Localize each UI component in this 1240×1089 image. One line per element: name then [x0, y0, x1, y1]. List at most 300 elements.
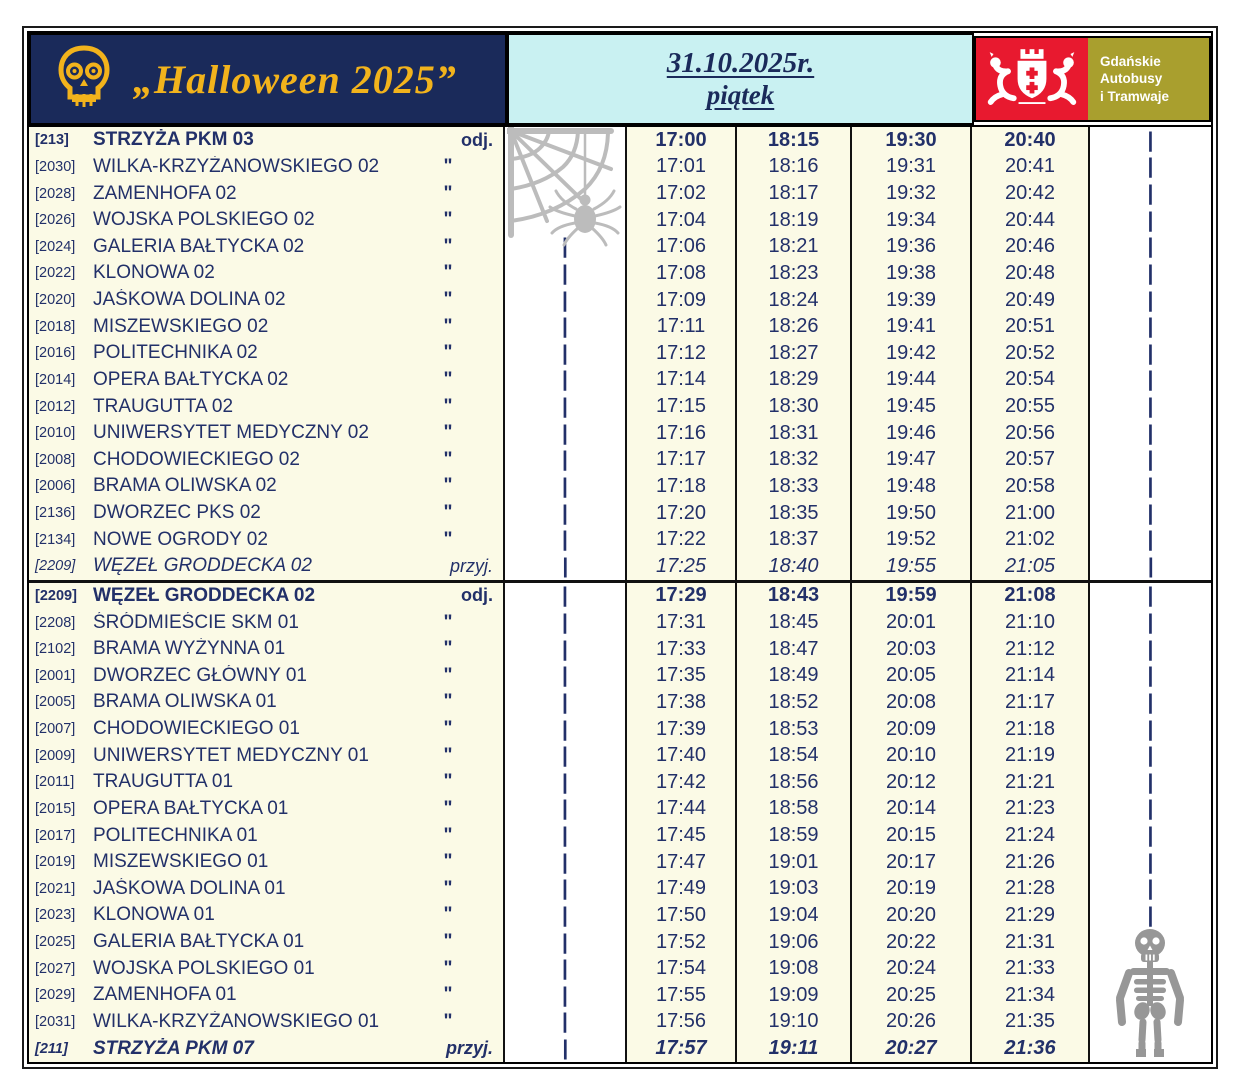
time-cell-trip4: 20:55 [972, 393, 1090, 420]
dep-arr-label: " [443, 448, 453, 470]
stop-name: CHODOWIECKIEGO 01 [93, 718, 300, 740]
time-cell-trip1: 17:31 [627, 609, 737, 636]
route-bar: | [1147, 744, 1154, 768]
dep-arr-label: " [443, 638, 453, 660]
route-continuation-right [1090, 583, 1211, 610]
time-cell-trip1: 17:35 [627, 663, 737, 690]
stop-name: BRAMA OLIWSKA 02 [93, 475, 277, 497]
route-bar: | [1147, 501, 1154, 525]
route-continuation-left [505, 420, 627, 447]
stop-row [29, 876, 1211, 903]
dep-arr-label: " [443, 771, 453, 793]
time-cell-trip4: 20:46 [972, 234, 1090, 261]
route-bar: | [1147, 341, 1154, 365]
time-cell-trip1: 17:49 [627, 876, 737, 903]
time-cell-trip4: 21:26 [972, 849, 1090, 876]
stop-cell [29, 822, 505, 849]
stop-row [29, 849, 1211, 876]
time-cell-trip1: 17:11 [627, 313, 737, 340]
stop-name: JAŚKOWA DOLINA 01 [93, 877, 286, 899]
route-continuation-right [1090, 207, 1211, 234]
stop-cell [29, 982, 505, 1009]
route-continuation-right [1090, 154, 1211, 181]
time-cell-trip1: 17:33 [627, 636, 737, 663]
route-bar: | [562, 554, 568, 578]
time-cell-trip1: 17:40 [627, 742, 737, 769]
route-continuation-right [1090, 822, 1211, 849]
route-bar: | [562, 395, 568, 419]
stop-name: GALERIA BAŁTYCKA 01 [93, 931, 305, 953]
stop-code: [2209] [35, 558, 76, 575]
time-cell-trip4: 21:05 [972, 553, 1090, 580]
stop-row [29, 580, 1211, 610]
stop-code: [2028] [35, 185, 76, 202]
time-cell-trip1: 17:55 [627, 982, 737, 1009]
stop-name: POLITECHNIKA 01 [93, 824, 258, 846]
stop-code: [2022] [35, 265, 76, 282]
route-continuation-right [1090, 340, 1211, 367]
route-bar: | [562, 235, 568, 259]
time-cell-trip2: 19:09 [737, 982, 852, 1009]
stop-name: CHODOWIECKIEGO 02 [93, 448, 300, 470]
stop-name: KLONOWA 01 [93, 904, 215, 926]
route-continuation-left [505, 154, 627, 181]
route-continuation-left [505, 902, 627, 929]
time-cell-trip2: 18:40 [737, 553, 852, 580]
stop-cell [29, 287, 505, 314]
time-cell-trip3: 19:32 [852, 180, 972, 207]
dep-arr-label: " [443, 315, 453, 337]
route-continuation-left [505, 553, 627, 580]
route-continuation-right [1090, 929, 1211, 956]
route-continuation-left [505, 260, 627, 287]
route-continuation-left [505, 822, 627, 849]
route-continuation-left [505, 769, 627, 796]
time-cell-trip3: 20:22 [852, 929, 972, 956]
outer-frame [22, 26, 1218, 1069]
stop-name: KLONOWA 02 [93, 262, 215, 284]
route-bar: | [562, 501, 568, 525]
route-continuation-left [505, 340, 627, 367]
time-cell-trip2: 18:30 [737, 393, 852, 420]
route-continuation-left [505, 636, 627, 663]
time-cell-trip4: 21:18 [972, 716, 1090, 743]
time-cell-trip1: 17:47 [627, 849, 737, 876]
time-cell-trip2: 18:19 [737, 207, 852, 234]
stop-row [29, 609, 1211, 636]
stop-cell [29, 849, 505, 876]
stop-code: [2016] [35, 345, 76, 362]
stop-cell [29, 154, 505, 181]
time-cell-trip3: 20:08 [852, 689, 972, 716]
stop-cell [29, 234, 505, 261]
route-bar: | [562, 341, 568, 365]
route-continuation-right [1090, 367, 1211, 394]
time-cell-trip2: 18:45 [737, 609, 852, 636]
stop-cell [29, 340, 505, 367]
stop-name: TRAUGUTTA 01 [93, 771, 234, 793]
route-continuation-right [1090, 234, 1211, 261]
route-continuation-left [505, 1035, 627, 1062]
route-bar: | [562, 664, 568, 688]
route-bar: | [562, 744, 568, 768]
time-cell-trip1: 17:04 [627, 207, 737, 234]
route-continuation-left [505, 742, 627, 769]
time-cell-trip2: 18:54 [737, 742, 852, 769]
route-bar: | [1147, 850, 1154, 874]
route-bar: | [1147, 611, 1154, 635]
time-cell-trip2: 18:27 [737, 340, 852, 367]
time-cell-trip2: 18:49 [737, 663, 852, 690]
time-cell-trip4: 20:49 [972, 287, 1090, 314]
time-cell-trip4: 20:44 [972, 207, 1090, 234]
time-cell-trip1: 17:56 [627, 1009, 737, 1036]
stop-cell [29, 583, 505, 610]
dep-arr-label: " [443, 877, 453, 899]
dep-arr-label: " [443, 957, 453, 979]
dep-arr-label: " [443, 528, 453, 550]
stop-code: [2001] [35, 667, 76, 684]
route-continuation-right [1090, 663, 1211, 690]
time-cell-trip3: 19:59 [852, 583, 972, 610]
time-cell-trip3: 19:48 [852, 473, 972, 500]
stop-row [29, 526, 1211, 553]
time-cell-trip1: 17:16 [627, 420, 737, 447]
dep-arr-label: " [443, 262, 453, 284]
time-cell-trip3: 19:31 [852, 154, 972, 181]
route-continuation-left [505, 1009, 627, 1036]
time-cell-trip4: 20:54 [972, 367, 1090, 394]
dep-arr-label: " [443, 931, 453, 953]
gdansk-coat-of-arms-icon [976, 38, 1088, 120]
route-continuation-right [1090, 689, 1211, 716]
route-continuation-right [1090, 716, 1211, 743]
route-continuation-right [1090, 1009, 1211, 1036]
event-title: „Halloween 2025” [133, 56, 457, 102]
time-cell-trip2: 18:26 [737, 313, 852, 340]
stop-code: [2025] [35, 934, 76, 951]
stop-code: [2209] [35, 587, 77, 604]
dep-arr-label: " [443, 342, 453, 364]
stop-row [29, 473, 1211, 500]
route-bar: | [1147, 717, 1154, 741]
time-cell-trip4: 21:02 [972, 526, 1090, 553]
time-cell-trip3: 20:19 [852, 876, 972, 903]
time-cell-trip4: 20:48 [972, 260, 1090, 287]
dep-arr-label: " [443, 155, 453, 177]
stop-row [29, 796, 1211, 823]
stop-name: MISZEWSKIEGO 01 [93, 851, 269, 873]
route-continuation-right [1090, 902, 1211, 929]
route-bar: | [562, 288, 568, 312]
route-bar: | [562, 877, 568, 901]
stop-name: BRAMA WYŻYNNA 01 [93, 638, 286, 660]
stop-cell [29, 473, 505, 500]
stop-code: [2011] [35, 774, 75, 791]
route-continuation-left [505, 609, 627, 636]
dep-arr-label: " [443, 664, 453, 686]
route-continuation-right [1090, 849, 1211, 876]
stop-row [29, 769, 1211, 796]
stop-cell [29, 127, 505, 154]
route-continuation-left [505, 716, 627, 743]
route-continuation-left [505, 796, 627, 823]
route-bar: | [1147, 208, 1154, 232]
stop-code: [2006] [35, 478, 76, 495]
time-cell-trip3: 19:46 [852, 420, 972, 447]
time-cell-trip4: 20:56 [972, 420, 1090, 447]
route-bar: | [562, 797, 568, 821]
stop-row [29, 154, 1211, 181]
stop-name: WĘZEŁ GRODDECKA 02 [93, 584, 316, 606]
stop-cell [29, 313, 505, 340]
stop-row [29, 234, 1211, 261]
route-continuation-right [1090, 742, 1211, 769]
route-continuation-left [505, 689, 627, 716]
route-continuation-left [505, 393, 627, 420]
time-cell-trip3: 20:14 [852, 796, 972, 823]
time-cell-trip2: 18:32 [737, 447, 852, 474]
time-cell-trip3: 19:34 [852, 207, 972, 234]
route-continuation-right [1090, 1035, 1211, 1062]
dep-arr-label: przyj. [445, 1038, 493, 1059]
route-bar: | [1147, 584, 1154, 608]
dep-arr-label: " [443, 368, 453, 390]
stop-code: [2026] [35, 212, 76, 229]
stop-cell [29, 663, 505, 690]
dep-arr-label: " [443, 611, 453, 633]
route-bar: | [1147, 554, 1154, 578]
time-cell-trip3: 19:47 [852, 447, 972, 474]
route-continuation-right [1090, 955, 1211, 982]
time-cell-trip4: 20:58 [972, 473, 1090, 500]
time-cell-trip4: 21:36 [972, 1035, 1090, 1062]
stop-cell [29, 609, 505, 636]
time-cell-trip1: 17:01 [627, 154, 737, 181]
time-cell-trip1: 17:20 [627, 500, 737, 527]
time-cell-trip2: 18:53 [737, 716, 852, 743]
operator-name-line2: Autobusy [1100, 71, 1163, 87]
route-continuation-right [1090, 127, 1211, 154]
time-cell-trip4: 20:42 [972, 180, 1090, 207]
stop-row [29, 127, 1211, 154]
time-cell-trip3: 20:03 [852, 636, 972, 663]
route-bar: | [562, 1010, 568, 1034]
stop-row [29, 689, 1211, 716]
time-cell-trip4: 21:12 [972, 636, 1090, 663]
stop-code: [2020] [35, 292, 76, 309]
time-cell-trip2: 18:52 [737, 689, 852, 716]
stop-row [29, 929, 1211, 956]
time-cell-trip2: 18:21 [737, 234, 852, 261]
stop-code: [2019] [35, 854, 76, 871]
stop-cell [29, 393, 505, 420]
route-bar: | [562, 637, 568, 661]
time-cell-trip1: 17:22 [627, 526, 737, 553]
stop-cell [29, 500, 505, 527]
stop-row [29, 500, 1211, 527]
route-continuation-right [1090, 636, 1211, 663]
stop-code: [2012] [35, 398, 76, 415]
route-bar: | [1147, 797, 1154, 821]
time-cell-trip1: 17:54 [627, 955, 737, 982]
service-day: piątek [706, 80, 775, 111]
route-continuation-right [1090, 553, 1211, 580]
time-cell-trip1: 17:15 [627, 393, 737, 420]
route-continuation-left [505, 982, 627, 1009]
stop-row [29, 1009, 1211, 1036]
time-cell-trip4: 21:10 [972, 609, 1090, 636]
route-bar: | [562, 611, 568, 635]
stop-cell [29, 742, 505, 769]
time-cell-trip3: 19:38 [852, 260, 972, 287]
stop-row [29, 982, 1211, 1009]
stop-cell [29, 636, 505, 663]
operator-name-line1: Gdańskie [1100, 53, 1161, 69]
route-bar: | [1147, 182, 1154, 206]
time-cell-trip1: 17:44 [627, 796, 737, 823]
time-cell-trip2: 18:43 [737, 583, 852, 610]
time-cell-trip1: 17:57 [627, 1035, 737, 1062]
stop-row [29, 420, 1211, 447]
time-cell-trip4: 20:51 [972, 313, 1090, 340]
date-box [507, 33, 974, 125]
time-cell-trip2: 18:31 [737, 420, 852, 447]
stop-name: UNIWERSYTET MEDYCZNY 01 [93, 744, 369, 766]
stop-row [29, 553, 1211, 580]
route-bar: | [1147, 421, 1154, 445]
stop-code: [2021] [35, 880, 76, 897]
time-cell-trip3: 19:52 [852, 526, 972, 553]
route-bar: | [562, 930, 568, 954]
route-continuation-left [505, 955, 627, 982]
route-continuation-left [505, 929, 627, 956]
route-bar: | [1147, 824, 1154, 848]
time-cell-trip4: 21:14 [972, 663, 1090, 690]
stop-name: DWORZEC PKS 02 [93, 502, 261, 524]
stop-name: ZAMENHOFA 02 [93, 182, 237, 204]
route-bar: | [562, 584, 568, 608]
time-cell-trip1: 17:25 [627, 553, 737, 580]
route-bar: | [562, 261, 568, 285]
stop-row [29, 287, 1211, 314]
stop-name: WILKA-KRZYŻANOWSKIEGO 01 [93, 1010, 380, 1032]
stop-row [29, 367, 1211, 394]
route-bar: | [1147, 235, 1154, 259]
route-continuation-right [1090, 447, 1211, 474]
route-continuation-left [505, 849, 627, 876]
stop-code: [2029] [35, 987, 76, 1004]
time-cell-trip1: 17:17 [627, 447, 737, 474]
route-continuation-left [505, 526, 627, 553]
dep-arr-label: " [443, 984, 453, 1006]
route-bar: | [562, 1037, 568, 1061]
route-bar: | [1147, 637, 1154, 661]
stop-cell [29, 447, 505, 474]
time-cell-trip2: 19:10 [737, 1009, 852, 1036]
time-cell-trip1: 17:50 [627, 902, 737, 929]
time-cell-trip4: 20:52 [972, 340, 1090, 367]
inner-frame [27, 31, 1213, 1064]
route-bar: | [562, 421, 568, 445]
time-cell-trip2: 19:03 [737, 876, 852, 903]
route-bar: | [562, 690, 568, 714]
stop-cell [29, 420, 505, 447]
route-bar: | [562, 983, 568, 1007]
stop-name: MISZEWSKIEGO 02 [93, 315, 269, 337]
route-continuation-left [505, 234, 627, 261]
time-cell-trip4: 21:17 [972, 689, 1090, 716]
route-continuation-right [1090, 287, 1211, 314]
route-bar: | [1147, 368, 1154, 392]
dep-arr-label: " [443, 182, 453, 204]
route-continuation-left [505, 583, 627, 610]
stop-cell [29, 180, 505, 207]
dep-arr-label: " [443, 744, 453, 766]
stop-cell [29, 367, 505, 394]
time-cell-trip2: 19:01 [737, 849, 852, 876]
dep-arr-label: " [443, 1010, 453, 1032]
time-cell-trip3: 19:30 [852, 127, 972, 154]
title-box [29, 33, 507, 125]
header [29, 33, 1211, 125]
dep-arr-label: " [443, 691, 453, 713]
time-cell-trip4: 21:00 [972, 500, 1090, 527]
stop-row [29, 955, 1211, 982]
time-cell-trip1: 17:08 [627, 260, 737, 287]
stop-cell [29, 769, 505, 796]
operator-name-line3: i Tramwaje [1100, 88, 1170, 104]
time-cell-trip3: 20:05 [852, 663, 972, 690]
stop-cell [29, 955, 505, 982]
time-cell-trip3: 19:39 [852, 287, 972, 314]
route-bar: | [562, 368, 568, 392]
time-cell-trip4: 21:35 [972, 1009, 1090, 1036]
time-cell-trip4: 21:31 [972, 929, 1090, 956]
route-continuation-left [505, 367, 627, 394]
stop-cell [29, 553, 505, 580]
stop-row [29, 260, 1211, 287]
time-cell-trip1: 17:12 [627, 340, 737, 367]
route-bar: | [1147, 528, 1154, 552]
stop-row [29, 393, 1211, 420]
time-cell-trip1: 17:18 [627, 473, 737, 500]
stop-name: OPERA BAŁTYCKA 01 [93, 797, 289, 819]
time-cell-trip1: 17:14 [627, 367, 737, 394]
time-cell-trip3: 20:09 [852, 716, 972, 743]
route-bar: | [1147, 903, 1154, 927]
route-continuation-left [505, 500, 627, 527]
stop-name: ŚRÓDMIEŚCIE SKM 01 [93, 611, 299, 633]
stop-code: [211] [35, 1040, 68, 1057]
stop-code: [2014] [35, 371, 76, 388]
time-cell-trip3: 20:27 [852, 1035, 972, 1062]
route-bar: | [1147, 315, 1154, 339]
time-cell-trip1: 17:52 [627, 929, 737, 956]
time-cell-trip1: 17:38 [627, 689, 737, 716]
time-cell-trip4: 21:34 [972, 982, 1090, 1009]
stop-code: [2018] [35, 318, 76, 335]
route-bar: | [1147, 448, 1154, 472]
route-bar: | [1147, 128, 1154, 152]
stop-name: WOJSKA POLSKIEGO 01 [93, 957, 315, 979]
route-continuation-left [505, 287, 627, 314]
stop-code: [2008] [35, 451, 76, 468]
time-cell-trip3: 19:36 [852, 234, 972, 261]
stop-name: DWORZEC GŁÓWNY 01 [93, 664, 307, 686]
time-cell-trip3: 20:12 [852, 769, 972, 796]
route-bar: | [1147, 261, 1154, 285]
